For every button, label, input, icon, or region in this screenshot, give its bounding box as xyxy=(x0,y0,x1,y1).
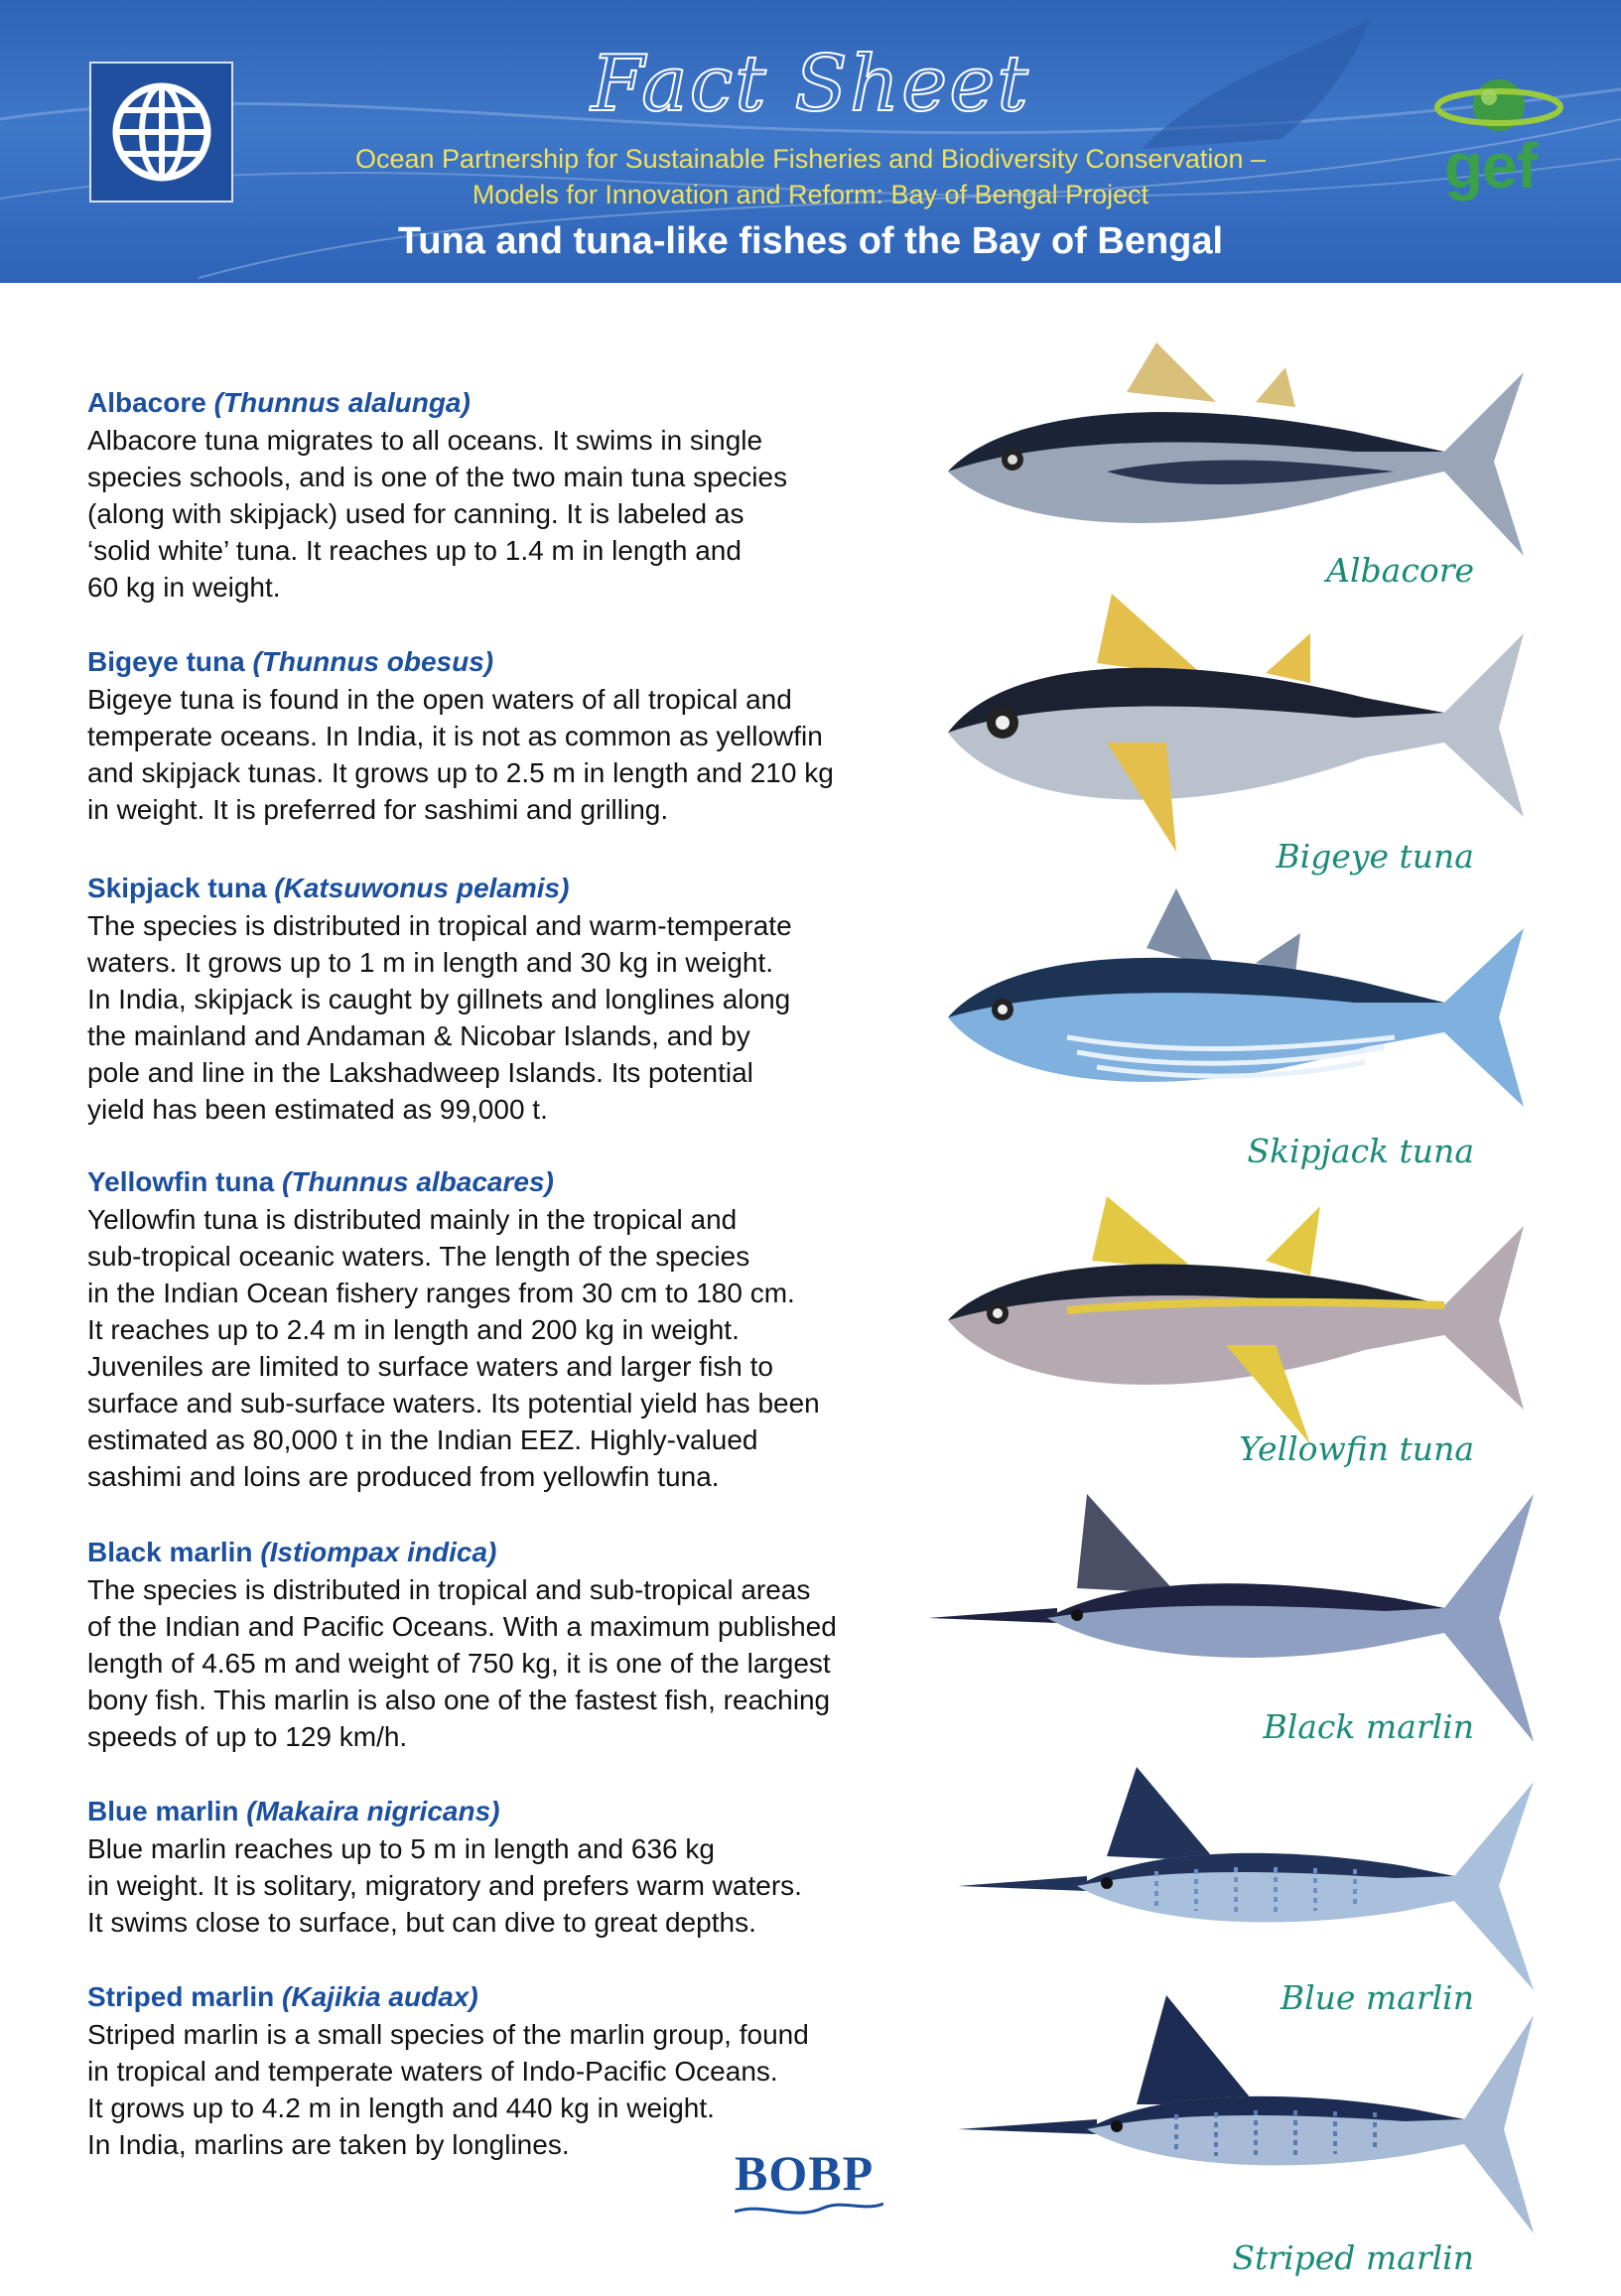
species-line: species schools, and is one of the two main tuna species xyxy=(87,462,788,492)
fish-label: Black marlin xyxy=(1263,1707,1474,1746)
species-striped-marlin xyxy=(87,1978,921,2163)
species-line: waters. It grows up to 1 m in length and 30 kg in weight. xyxy=(87,947,774,978)
subtitle-line-1: Ocean Partnership for Sustainable Fisheries and Biodiversity Conservation – xyxy=(355,144,1266,174)
albacore-fish-icon xyxy=(928,342,1553,571)
species-line: speeds of up to 129 km/h. xyxy=(87,1721,408,1752)
species-line: in weight. It is preferred for sashimi and grilling. xyxy=(87,794,669,825)
species-line: estimated as 80,000 t in the Indian EEZ. Highly-valued xyxy=(87,1424,758,1455)
blue-marlin-fish-icon xyxy=(928,1762,1553,2010)
species-black-marlin xyxy=(87,1534,921,1755)
species-line: in the Indian Ocean fishery ranges from 30 cm to 180 cm. xyxy=(87,1278,795,1308)
species-heading: Black marlin (Istiompax indica) xyxy=(87,1537,497,1567)
species-line: Blue marlin reaches up to 5 m in length and 636 kg xyxy=(87,1833,715,1864)
fish-label: Bigeye tuna xyxy=(1276,837,1474,876)
project-subtitle xyxy=(199,141,1422,212)
subtitle-line-2: Models for Innovation and Reform: Bay of Bengal Project xyxy=(472,180,1149,209)
fish-label: Yellowfin tuna xyxy=(1239,1429,1474,1468)
fish-figure-striped-marlin xyxy=(928,1995,1553,2283)
species-line: bony fish. This marlin is also one of the fastest fish, reaching xyxy=(87,1685,831,1715)
bigeye-tuna-fish-icon xyxy=(928,594,1553,862)
species-line: in tropical and temperate waters of Indo-Pacific Oceans. xyxy=(87,2056,778,2087)
species-line: surface and sub-surface waters. Its potential yield has been xyxy=(87,1388,820,1418)
species-line: pole and line in the Lakshadweep Islands. Its potential xyxy=(87,1057,753,1088)
species-line: (along with skipjack) used for canning. It is labeled as xyxy=(87,498,744,529)
bobp-logo: BOBP xyxy=(735,2145,875,2201)
species-line: It grows up to 4.2 m in length and 440 kg in weight. xyxy=(87,2093,715,2123)
header-banner xyxy=(0,0,1621,283)
species-albacore xyxy=(87,384,921,606)
species-line: and skipjack tunas. It grows up to 2.5 m in length and 210 kg xyxy=(87,757,834,788)
species-line: In India, marlins are taken by longlines. xyxy=(87,2129,570,2160)
species-line: in weight. It is solitary, migratory and prefers warm waters. xyxy=(87,1870,802,1901)
species-heading: Blue marlin (Makaira nigricans) xyxy=(87,1796,500,1826)
fact-sheet-title: Fact Sheet xyxy=(591,40,1030,129)
species-line: The species is distributed in tropical and sub-tropical areas xyxy=(87,1574,811,1605)
gef-logo-text: gef xyxy=(1444,130,1537,202)
species-skipjack-tuna xyxy=(87,870,921,1128)
fish-label: Striped marlin xyxy=(1232,2238,1474,2277)
species-line: Yellowfin tuna is distributed mainly in the tropical and xyxy=(87,1204,738,1235)
species-line: 60 kg in weight. xyxy=(87,572,281,603)
species-line: It swims close to surface, but can dive to great depths. xyxy=(87,1907,756,1938)
fish-label: Skipjack tuna xyxy=(1247,1132,1474,1170)
striped-marlin-fish-icon xyxy=(928,1995,1553,2243)
species-line: the mainland and Andaman & Nicobar Islands, and by xyxy=(87,1020,750,1051)
fish-label: Albacore xyxy=(1326,551,1474,590)
species-line: ‘solid white’ tuna. It reaches up to 1.4 m in length and xyxy=(87,535,742,566)
fish-figure-black-marlin xyxy=(928,1494,1553,1782)
species-line: It reaches up to 2.4 m in length and 200 kg in weight. xyxy=(87,1314,740,1345)
species-heading: Striped marlin (Kajikia audax) xyxy=(87,1981,478,2012)
species-line: sub-tropical oceanic waters. The length of the species xyxy=(87,1241,750,1272)
species-heading: Albacore (Thunnus alalunga) xyxy=(87,387,471,418)
species-line: In India, skipjack is caught by gillnets and longlines along xyxy=(87,984,791,1014)
species-line: temperate oceans. In India, it is not as common as yellowfin xyxy=(87,721,823,751)
species-blue-marlin xyxy=(87,1793,921,1941)
species-line: length of 4.65 m and weight of 750 kg, it is one of the largest xyxy=(87,1648,831,1679)
species-line: yield has been estimated as 99,000 t. xyxy=(87,1094,548,1125)
species-line: The species is distributed in tropical and warm-temperate xyxy=(87,910,792,941)
skipjack-tuna-fish-icon xyxy=(928,888,1553,1147)
fish-figure-skipjack-tuna xyxy=(928,888,1553,1176)
species-line: sashimi and loins are produced from yellowfin tuna. xyxy=(87,1461,720,1492)
species-line: of the Indian and Pacific Oceans. With a maximum published xyxy=(87,1611,837,1642)
species-line: Albacore tuna migrates to all oceans. It swims in single xyxy=(87,425,763,456)
species-heading: Bigeye tuna (Thunnus obesus) xyxy=(87,646,494,677)
fish-figure-bigeye-tuna xyxy=(928,594,1553,881)
fish-figure-albacore xyxy=(928,342,1553,610)
species-line: Juveniles are limited to surface waters and larger fish to xyxy=(87,1351,773,1382)
species-bigeye-tuna xyxy=(87,643,921,828)
species-line: Striped marlin is a small species of the marlin group, found xyxy=(87,2019,809,2050)
page-title: Tuna and tuna-like fishes of the Bay of Bengal xyxy=(397,220,1224,262)
yellowfin-tuna-fish-icon xyxy=(928,1196,1553,1454)
fish-label: Blue marlin xyxy=(1280,1978,1474,2017)
species-line: Bigeye tuna is found in the open waters of all tropical and xyxy=(87,684,792,715)
species-heading: Skipjack tuna (Katsuwonus pelamis) xyxy=(87,873,570,903)
bobp-boat-icon xyxy=(735,2194,883,2224)
species-heading: Yellowfin tuna (Thunnus albacares) xyxy=(87,1166,554,1197)
fish-figure-yellowfin-tuna xyxy=(928,1196,1553,1484)
species-yellowfin-tuna xyxy=(87,1163,921,1495)
